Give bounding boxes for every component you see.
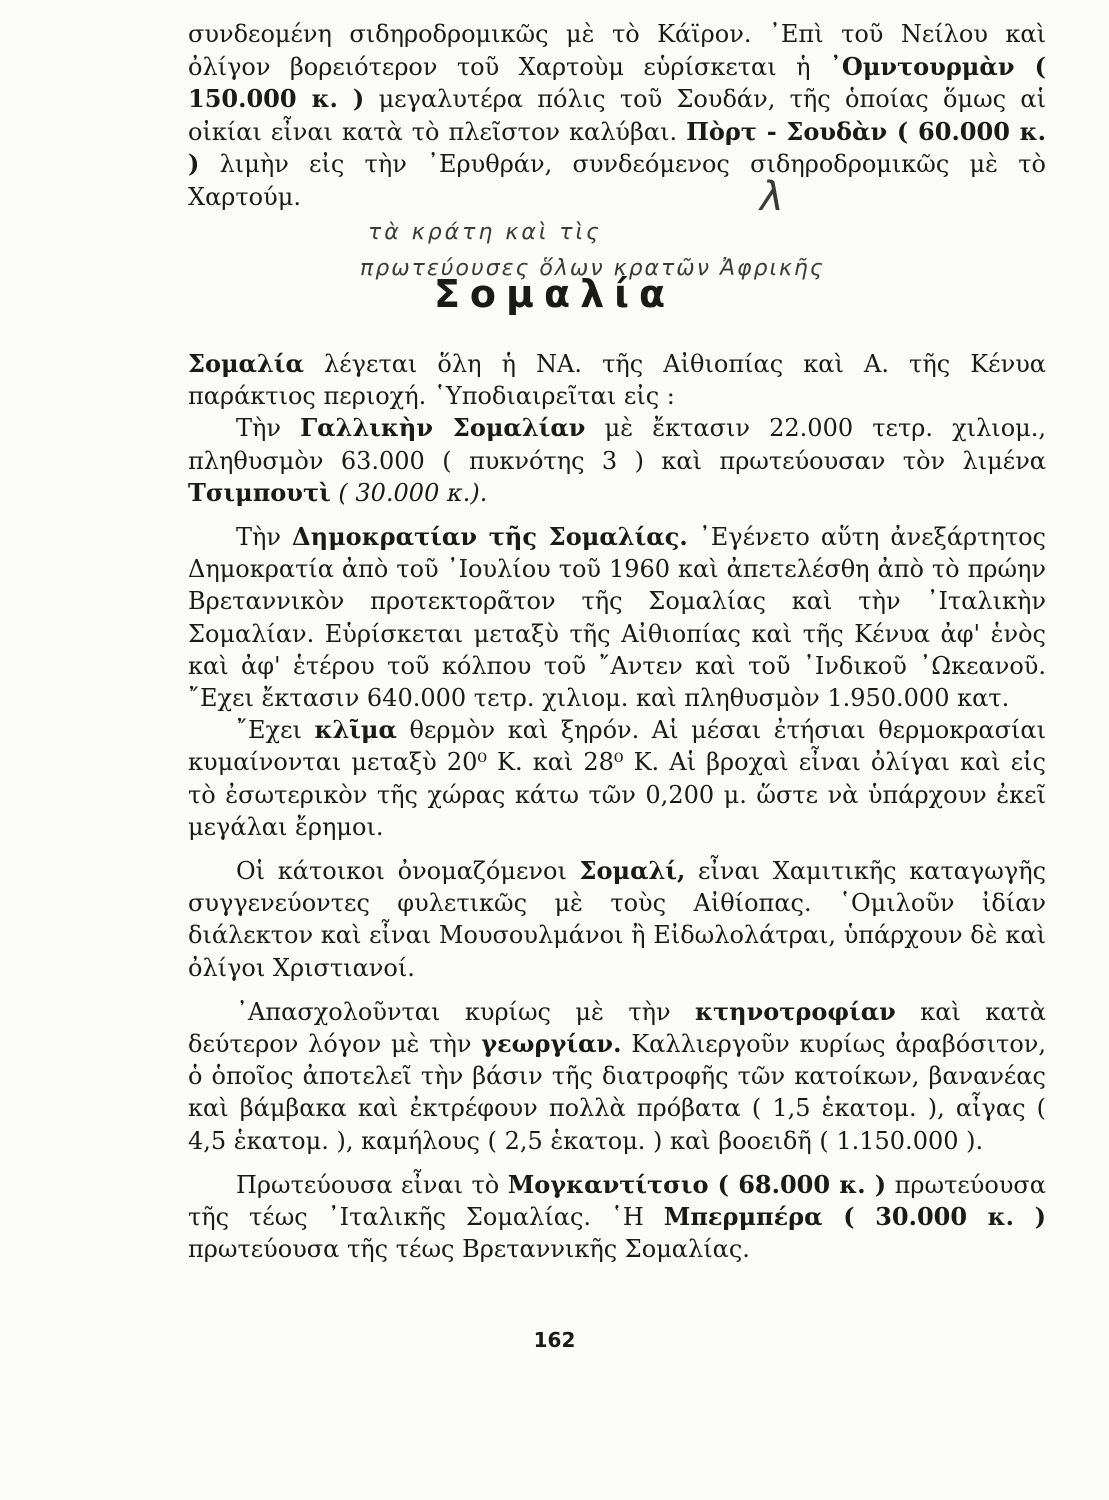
somalia-section-text — [188, 348, 1046, 1265]
section-heading: Σομαλία — [433, 272, 676, 316]
paragraph: Οἱ κάτοικοι ὀνομαζόμενοι Σομαλί, εἶναι Χαμιτικῆς καταγωγῆς συγγενεύοντες φυλετικῶς μὲ τοὺς Αἰθίοπας. ῾Ομιλοῦν ἰδίαν διάλεκτον καὶ εἶναι Μουσουλμάνοι ἢ Εἰδωλολάτραι, ὑπάρχουν δὲ καὶ ὀλίγοι Χριστιανοί. — [188, 856, 1047, 982]
paragraph: Πρωτεύουσα εἶναι τὸ Μογκαντίτσιο ( 68.000 κ. ) πρωτεύουσα τῆς τέως ᾿Ιταλικῆς Σομαλίας. ῾Η Μπερμπέρα ( 30.000 κ. ) πρωτεύουσα τῆς τέως Βρεταννικῆς Σομαλίας. — [188, 1169, 1047, 1264]
page-number: 162 — [533, 1328, 576, 1352]
handwritten-line-2: πρωτεύουσες ὅλων κρατῶν Ἀφρικῆς — [360, 256, 825, 281]
paragraph: Τὴν Γαλλικὴν Σομαλίαν μὲ ἔκτασιν 22.000 τετρ. χιλιομ., πληθυσμὸν 63.000 ( πυκνότης 3 ) καὶ πρωτεύουσαν τὸν λιμένα Τσιμπουτὶ ( 30.000 κ.). — [188, 413, 1047, 507]
paragraph: συνδεομένη σιδηροδρομικῶς μὲ τὸ Κάϊρον. ᾿Επὶ τοῦ Νείλου καὶ ὀλίγον βορειότερον τοῦ Χαρτοὺμ εὑρίσκεται ἡ ᾿Ομντουρμὰν ( 150.000 κ. ) μεγαλυτέρα πόλις τοῦ Σουδάν, τῆς ὁποίας ὅμως αἱ οἰκίαι εἶναι κατὰ τὸ πλεῖστον καλύβαι. Πὸρτ - Σουδὰν ( 60.000 κ. ) λιμὴν εἰς τὴν ᾿Ερυθράν, συνδεόμενος σιδηροδρομικῶς μὲ τὸ Χαρτούμ. — [188, 20, 1047, 211]
paragraph: ᾿Απασχολοῦνται κυρίως μὲ τὴν κτηνοτροφίαν καὶ κατὰ δεύτερον λόγον μὲ τὴν γεωργίαν. Καλλιεργοῦν κυρίως ἀραβόσιτον, ὁ ὁποῖος ἀποτελεῖ τὴν βάσιν τῆς διατροφῆς τῶν κατοίκων, βανανέας καὶ βάμβακα καὶ ἐκτρέφουν πολλὰ πρόβατα ( 1,5 ἑκατομ. ), αἶγας ( 4,5 ἑκατομ. ), καμήλους ( 2,5 ἑκατομ. ) καὶ βοοειδῆ ( 1.150.000 ). — [188, 996, 1046, 1155]
paragraph: ῎Εχει κλῖμα θερμὸν καὶ ξηρόν. Αἱ μέσαι ἐτήσιαι θερμοκρασίαι κυμαίνονται μεταξὺ 20⁰ Κ. καὶ 28⁰ Κ. Αἱ βροχαὶ εἶναι ὀλίγαι καὶ εἰς τὸ ἐσωτερικὸν τῆς χώρας κάτω τῶν 0,200 μ. ὥστε νὰ ὑπάρχουν ἐκεῖ μεγάλαι ἔρημοι. — [188, 715, 1046, 841]
handwritten-line-1: τὰ κράτη καὶ τὶς — [368, 220, 602, 245]
paragraph: Σομαλία λέγεται ὅλη ἡ ΝΑ. τῆς Αἰθιοπίας καὶ Α. τῆς Κένυα παράκτιος περιοχή. ῾Υποδιαιρεῖται εἰς : — [188, 349, 1046, 411]
port-sudan-bold: Πὸρτ - Σουδὰν ( 60.000 κ. ) — [188, 116, 1046, 178]
handwritten-mark: λ — [760, 174, 784, 220]
previous-section-text — [188, 18, 1046, 213]
paragraph: Τὴν Δημοκρατίαν τῆς Σομαλίας. ᾿Εγένετο αὕτη ἀνεξάρτητος Δημοκρατία ἀπὸ τοῦ ᾿Ιουλίου τοῦ 1960 καὶ ἀπετελέσθη ἀπὸ τὸ πρώην Βρεταννικὸν προτεκτορᾶτον τῆς Σομαλίας καὶ τὴν ᾿Ιταλικὴν Σομαλίαν. Εὑρίσκεται μεταξὺ τῆς Αἰθιοπίας καὶ τῆς Κένυα ἀφ' ἑνὸς καὶ ἀφ' ἑτέρου τοῦ κόλπου τοῦ ῎Αντεν καὶ τοῦ ᾿Ινδικοῦ ᾿Ωκεανοῦ. ῎Εχει ἔκτασιν 640.000 τετρ. χιλιομ. καὶ πληθυσμὸν 1.950.000 κατ. — [188, 522, 1046, 713]
omdurman-bold: ᾿Ομντουρμὰν ( 150.000 κ. ) — [188, 51, 1047, 113]
